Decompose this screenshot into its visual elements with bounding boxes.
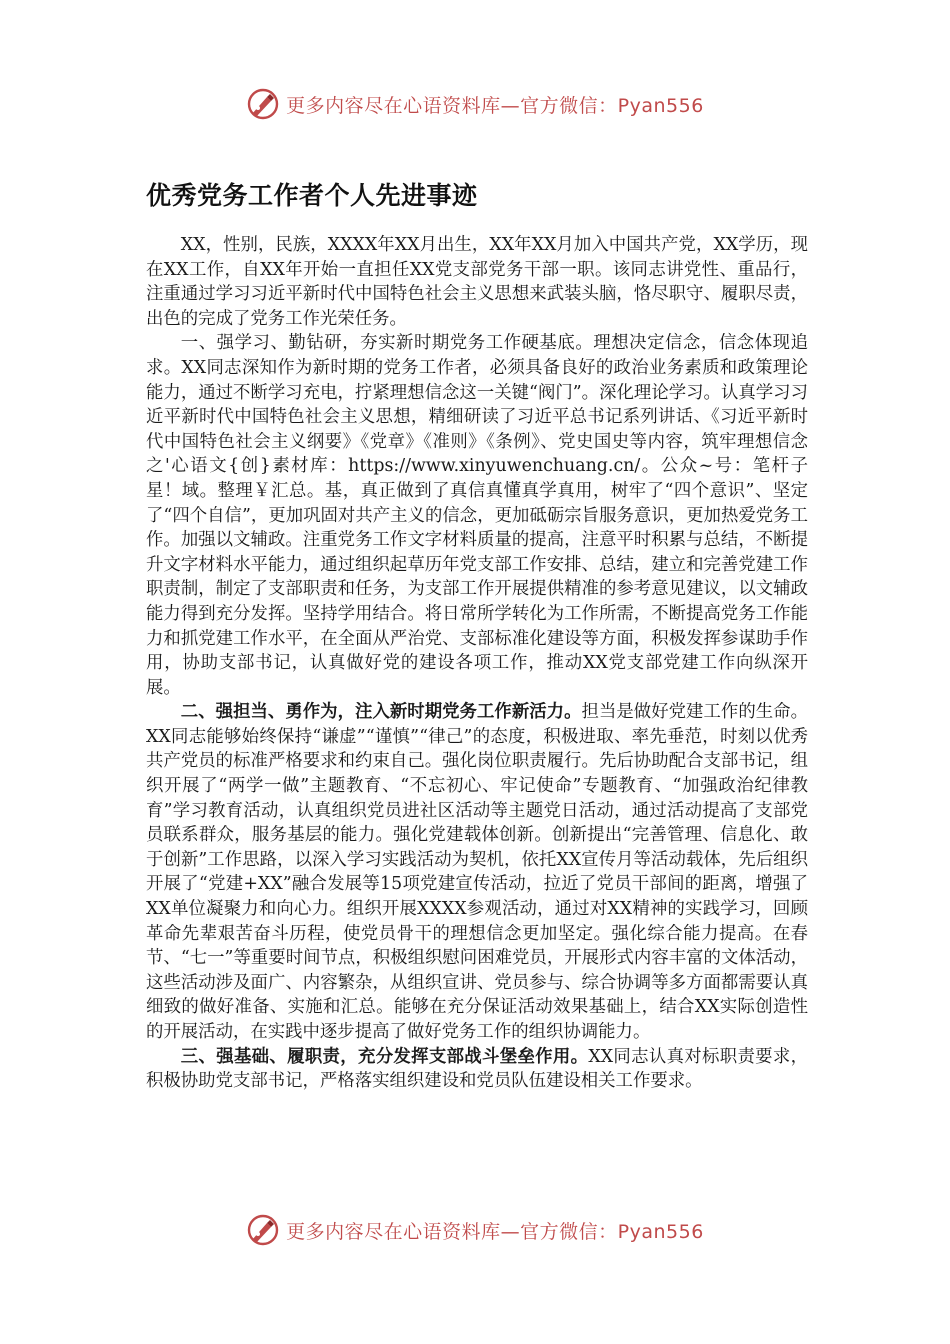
banner-text: 更多内容尽在心语资料库—官方微信：Pyan556 [286, 1220, 704, 1243]
pen-circle-logo-icon [246, 1213, 280, 1247]
section-1-lead: 一、强学习、勤钻研，夯实新时期党务工作硬基底。 [180, 333, 594, 354]
section-2-lead: 二、强担当、勇作为，注入新时期党务工作新活力。 [180, 702, 582, 723]
section-3-lead: 三、强基础、履职责，充分发挥支部战斗堡垒作用。 [180, 1046, 589, 1067]
section-3-paragraph [146, 1045, 808, 1094]
header-banner [0, 82, 950, 126]
section-3-body: XX同志认真对标职责要求，积极协助党支部书记，严格落实组织建设和党员队伍建设相关工作要求。 [146, 1046, 808, 1092]
section-1-paragraph [146, 331, 808, 700]
banner-text: 更多内容尽在心语资料库—官方微信：Pyan556 [286, 94, 704, 117]
document-title: 优秀党务工作者个人先进事迹 [146, 181, 478, 210]
pen-circle-logo-icon [246, 87, 280, 121]
section-2-body: 担当是做好党建工作的生命。XX同志能够始终保持“谦虚”“谨慎”“律己”的态度，积极进取、率先垂范，时刻以优秀共产党员的标准严格要求和约束自己。强化岗位职责履行。先后协助配合支部书记，组织开展了“两学一做”主题教育、“不忘初心、牢记使命”专题教育、“加强政治纪律教育”学习教育活动，认真组织党员进社区活动等主题党日活动，通过活动提高了支部党员联系群众，服务基层的能力。强化党建载体创新。创新提出“完善管理、信息化、敢于创新”工作思路，以深入学习实践活动为契机，依托XX宣传月等活动载体，先后组织开展了“党建+XX”融合发展等15项党建宣传活动，拉近了党员干部间的距离，增强了XX单位凝聚力和向心力。组织开展XXXX参观活动，通过对XX精神的实践学习，回顾革命先辈艰苦奋斗历程，使党员骨干的理想信念更加坚定。强化综合能力提高。在春节、“七一”等重要时间节点，积极组织慰问困难党员，开展形式内容丰富的文体活动，这些活动涉及面广、内容繁杂，从组织宣讲、党员参与、综合协调等多方面都需要认真细致的做好准备、实施和汇总。能够在充分保证活动效果基础上，结合XX实际创造性的开展活动，在实践中逐步提高了做好党务工作的组织协调能力。 [146, 702, 808, 1042]
footer-banner [0, 1208, 950, 1252]
section-1-body: 理想决定信念，信念体现追求。XX同志深知作为新时期的党务工作者，必须具备良好的政治业务素质和政策理论能力，通过不断学习充电，拧紧理想信念这一关键“阀门”。深化理论学习。认真学习习近平新时代中国特色社会主义思想，精细研读了习近平总书记系列讲话、《习近平新时代中国特色社会主义纲要》《党章》《准则》《条例》、党史国史等内容，筑牢理想信念之'心语文{创}素材库：https://www.xinyuwenchuang.cn/。公众~号：笔杆子星！域。整理￥汇总。基，真正做到了真信真懂真学真用，树牢了“四个意识”、坚定了“四个自信”，更加巩固对共产主义的信念，更加砥砺宗旨服务意识，更加热爱党务工作。加强以文辅政。注重党务工作文字材料质量的提高，注意平时积累与总结，不断提升文字材料水平能力，通过组织起草历年党支部工作安排、总结，建立和完善党建工作职责制，制定了支部职责和任务，为支部工作开展提供精准的参考意见建议，以文辅政能力得到充分发挥。坚持学用结合。将日常所学转化为工作所需，不断提高党务工作能力和抓党建工作水平，在全面从严治党、支部标准化建设等方面，积极发挥参谋助手作用，协助支部书记，认真做好党的建设各项工作，推动XX党支部党建工作向纵深开展。 [146, 333, 808, 698]
intro-paragraph: XX，性别，民族，XXXX年XX月出生，XX年XX月加入中国共产党，XX学历，现在XX工作，自XX年开始一直担任XX党支部党务干部一职。该同志讲党性、重品行，注重通过学习习近平新时代中国特色社会主义思想来武装头脑，恪尽职守、履职尽责，出色的完成了党务工作光荣任务。 [146, 235, 808, 329]
section-2-paragraph [146, 700, 808, 1044]
document-body [146, 233, 808, 1094]
